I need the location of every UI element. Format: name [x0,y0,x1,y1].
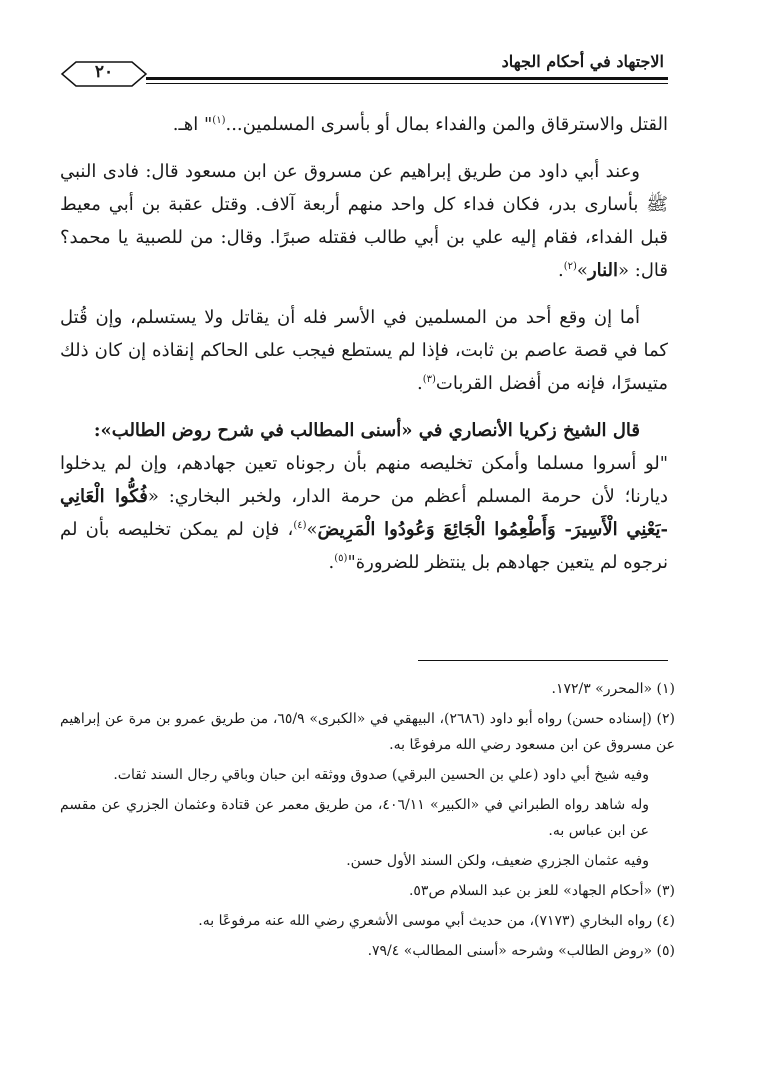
page-number-badge [58,60,150,88]
page-header [58,50,668,100]
header-rule-thin [146,83,668,84]
footnote-separator [418,660,668,661]
paragraph-1: القتل والاسترقاق والمن والفداء بمال أو بأسرى المسلمين...$^{(١)}$" اهـ. [172,114,668,135]
paragraph-2: وعند أبي داود من طريق إبراهيم عن مسروق عن ابن مسعود قال: فادى النبي ﷺ بأسارى بدر، فكان فداء كل واحد منهم أربعة آلاف. وقتل عقبة بن أبي معيط قبل الفداء، فقام إليه علي بن أبي طالب فقتله صبرًا. وقال: من للصبية يا محمد؟ قال: «النار»$^{(٢)}$. [60,161,668,281]
paragraph-3: أما إن وقع أحد من المسلمين في الأسر فله أن يقاتل ولا يستسلم، وإن قُتل كما في قصة عاصم بن ثابت، فإذا لم يستطع فيجب على الحاكم إنقاذه إن كان ذلك متيسرًا، فإنه من أفضل القربات$^{(٣)}$. [60,307,668,394]
footnote-2-cont-2: وله شاهد رواه الطبراني في «الكبير» ٤٠٦/١١، من طريق معمر عن قتادة وعثمان الجزري عن مقسم عن ابن عباس به. [60,797,649,839]
quoted-answer: النار [587,260,619,281]
footnote-2-cont-3: وفيه عثمان الجزري ضعيف، ولكن السند الأول حسن. [346,853,649,869]
footnote-5: (٥) «روض الطالب» وشرحه «أسنى المطالب» ٧٩/٤. [367,943,675,959]
running-title: الاجتهاد في أحكام الجهاد [501,52,664,71]
footnote-3: (٣) «أحكام الجهاد» للعز بن عبد السلام ص٥٣. [408,883,675,899]
footnote-ref-4: (٤) [293,520,307,531]
footnote-2-cont-1: وفيه شيخ أبي داود (علي بن الحسين البرقي) صدوق ووثقه ابن حبان وباقي رجال السند ثقات. [113,767,649,783]
paragraph-4: قال الشيخ زكريا الأنصاري في «أسنى المطالب في شرح روض الطالب»: "لو أسروا مسلما وأمكن تخليصه منهم بأن رجوناه تعين جهادهم، وإن لم يدخلوا ديارنا؛ لأن حرمة المسلم أعظم من حرمة الدار، ولخبر البخاري: «فُكُّوا الْعَانِي -يَعْنِي الْأَسِيرَ- وَأَطْعِمُوا الْجَائِعَ وَعُودُوا الْمَرِيضَ»$^{(٤)}$، فإن لم يمكن تخليصه بأن لم نرجوه لم يتعين جهادهم بل ينتظر للضرورة"$^{(٥)}$. [60,420,668,573]
page-number: ٢٠ [94,62,114,82]
header-rule-thick [146,77,668,80]
quote-intro: قال الشيخ زكريا الأنصاري في «أسنى المطالب في شرح روض الطالب»: [93,420,640,441]
hadith-text: فُكُّوا الْعَانِي -يَعْنِي الْأَسِيرَ- وَأَطْعِمُوا الْجَائِعَ وَعُودُوا الْمَرِيضَ [60,486,668,540]
footnote-2: (٢) (إسناده حسن) رواه أبو داود (٢٦٨٦)، البيهقي في «الكبرى» ٦٥/٩، من طريق عمرو بن مرة عن إبراهيم عن مسروق عن ابن مسعود رضي الله مرفوعًا به. [60,711,675,753]
main-text [60,108,668,593]
footnote-ref-3: (٣) [422,374,436,385]
footnotes [60,676,675,968]
footnote-1: (١) «المحرر» ١٧٢/٣. [551,681,675,697]
footnote-ref-5: (٥) [334,553,348,564]
footnote-4: (٤) رواه البخاري (٧١٧٣)، من حديث أبي موسى الأشعري رضي الله عنه مرفوعًا به. [198,913,675,929]
footnote-ref-1: (١) [212,115,226,126]
footnote-ref-2: (٢) [563,261,577,272]
